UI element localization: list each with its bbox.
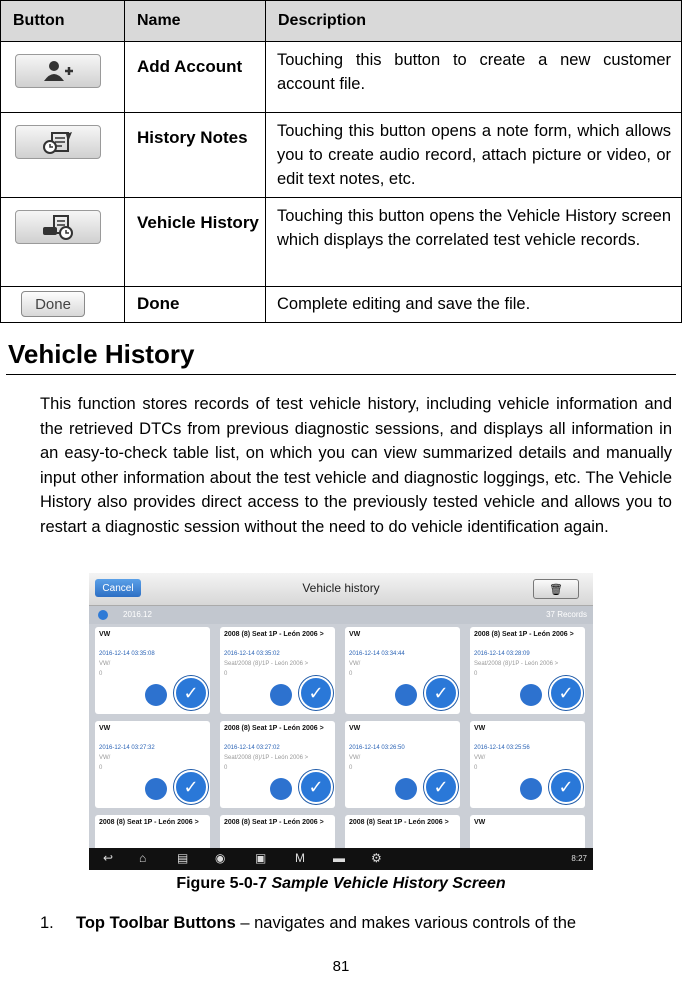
record-make: VW (474, 819, 486, 826)
table-header-row (1, 1, 682, 42)
record-card (470, 721, 585, 808)
car-icon (145, 684, 167, 706)
maxisys-icon: M (295, 851, 305, 865)
record-model: VW/ (99, 755, 111, 761)
figure-caption: Figure 5-0-7 Sample Vehicle History Screen (176, 875, 506, 892)
record-make: VW (99, 631, 111, 638)
page-number: 81 (332, 958, 350, 975)
row-name: Vehicle History (125, 198, 266, 287)
check-icon: ✓ (299, 770, 333, 804)
record-card (95, 627, 210, 714)
status-time: 8:27 (571, 854, 587, 863)
table-row (1, 42, 682, 113)
record-card (95, 721, 210, 808)
android-nav-bar (89, 848, 593, 870)
record-time: 2016-12-14 03:25:56 (474, 745, 530, 751)
car-icon: ▬ (333, 851, 345, 865)
browser-icon: ◉ (215, 851, 226, 865)
row-description: Touching this button opens the Vehicle History screen which displays the correlated test vehicle records. (266, 198, 682, 287)
section-paragraph: This function stores records of test vehicle history, including vehicle information and the retrieved DTCs from previous diagnostic sessions, and displays all information in an easy-to-check table list, on which you can view summarized details and manually input other information about the test vehicle and diagnostic loggings, etc. The Vehicle History also provides direct access to the previously tested vehicle and allows you to restart a diagnostic session without the need to do vehicle identification again. (40, 395, 672, 536)
table-row (1, 113, 682, 198)
trash-icon: 🗑 (533, 579, 579, 599)
list-number: 1. (40, 914, 54, 932)
record-make: 2008 (8) Seat 1P - León 2006 > (474, 631, 574, 638)
filter-bar (89, 606, 593, 624)
history-notes-icon (15, 125, 101, 159)
car-icon (270, 778, 292, 800)
row-name: Add Account (125, 42, 266, 113)
record-model: VW/ (99, 661, 111, 667)
dropdown-icon (98, 610, 108, 620)
record-model: VW/ (349, 661, 361, 667)
record-extra: 0 (99, 671, 103, 677)
record-make: 2008 (8) Seat 1P - León 2006 > (224, 819, 324, 826)
record-extra: 0 (224, 765, 228, 771)
record-model: Seat/2008 (8)/1P - León 2006 > (224, 661, 309, 667)
section-heading: Vehicle History (8, 339, 195, 369)
row-description: Touching this button opens a note form, which allows you to create audio record, attach picture or video, or edit text notes, etc. (266, 113, 682, 198)
button-table (0, 0, 682, 323)
record-make: VW (99, 725, 111, 732)
table-row (1, 287, 682, 323)
remote-icon: ⚙ (371, 851, 382, 865)
record-make: 2008 (8) Seat 1P - León 2006 > (349, 819, 449, 826)
record-make: 2008 (8) Seat 1P - León 2006 > (99, 819, 199, 826)
home-icon: ⌂ (139, 851, 147, 865)
check-icon: ✓ (424, 676, 458, 710)
back-icon: ↩ (103, 851, 114, 865)
record-extra: 0 (474, 765, 478, 771)
table-row (1, 198, 682, 287)
row-description: Complete editing and save the file. (266, 287, 682, 323)
check-icon: ✓ (549, 676, 583, 710)
heading-rule (6, 374, 676, 375)
car-icon (395, 778, 417, 800)
record-model: Seat/2008 (8)/1P - León 2006 > (224, 755, 309, 761)
check-icon: ✓ (424, 770, 458, 804)
record-count: 37 Records (546, 610, 587, 619)
check-icon: ✓ (549, 770, 583, 804)
row-name: History Notes (125, 113, 266, 198)
record-make: VW (474, 725, 486, 732)
record-make: 2008 (8) Seat 1P - León 2006 > (224, 725, 324, 732)
date-filter: 2016.12 (123, 610, 152, 619)
screenshot-toolbar (89, 573, 593, 606)
record-extra: 0 (349, 671, 353, 677)
cancel-button: Cancel (95, 579, 141, 597)
record-time: 2016-12-14 03:26:50 (349, 745, 405, 751)
check-icon: ✓ (174, 770, 208, 804)
record-time: 2016-12-14 03:35:08 (99, 651, 155, 657)
car-icon (270, 684, 292, 706)
car-icon (520, 778, 542, 800)
row-description: Touching this button to create a new customer account file. (266, 42, 682, 113)
car-icon (145, 778, 167, 800)
record-time: 2016-12-14 03:27:32 (99, 745, 155, 751)
screen-title: Vehicle history (302, 581, 380, 595)
add-account-icon (15, 54, 101, 88)
record-card (345, 721, 460, 808)
check-icon: ✓ (174, 676, 208, 710)
record-make: VW (349, 631, 361, 638)
record-extra: 0 (99, 765, 103, 771)
record-extra: 0 (349, 765, 353, 771)
record-card (345, 627, 460, 714)
record-make: VW (349, 725, 361, 732)
vehicle-history-screenshot (89, 573, 593, 870)
header-button: Button (1, 1, 125, 42)
done-button: Done (21, 291, 85, 317)
record-make: 2008 (8) Seat 1P - León 2006 > (224, 631, 324, 638)
record-time: 2016-12-14 03:28:09 (474, 651, 530, 657)
header-description: Description (266, 1, 682, 42)
header-name: Name (125, 1, 266, 42)
record-card (220, 721, 335, 808)
record-model: Seat/2008 (8)/1P - León 2006 > (474, 661, 559, 667)
car-icon (395, 684, 417, 706)
list-item-title: Top Toolbar Buttons (76, 914, 236, 932)
recent-apps-icon: ▤ (177, 851, 189, 865)
record-time: 2016-12-14 03:27:02 (224, 745, 280, 751)
vci-icon: ▣ (255, 851, 267, 865)
vehicle-history-icon (15, 210, 101, 244)
row-name: Done (125, 287, 266, 323)
record-card (220, 627, 335, 714)
record-extra: 0 (474, 671, 478, 677)
car-icon (520, 684, 542, 706)
list-item-text: – navigates and makes various controls of the (235, 914, 577, 932)
record-time: 2016-12-14 03:35:02 (224, 651, 280, 657)
record-extra: 0 (224, 671, 228, 677)
record-model: VW/ (349, 755, 361, 761)
record-model: VW/ (474, 755, 486, 761)
check-icon: ✓ (299, 676, 333, 710)
record-card (470, 627, 585, 714)
record-time: 2016-12-14 03:34:44 (349, 651, 405, 657)
